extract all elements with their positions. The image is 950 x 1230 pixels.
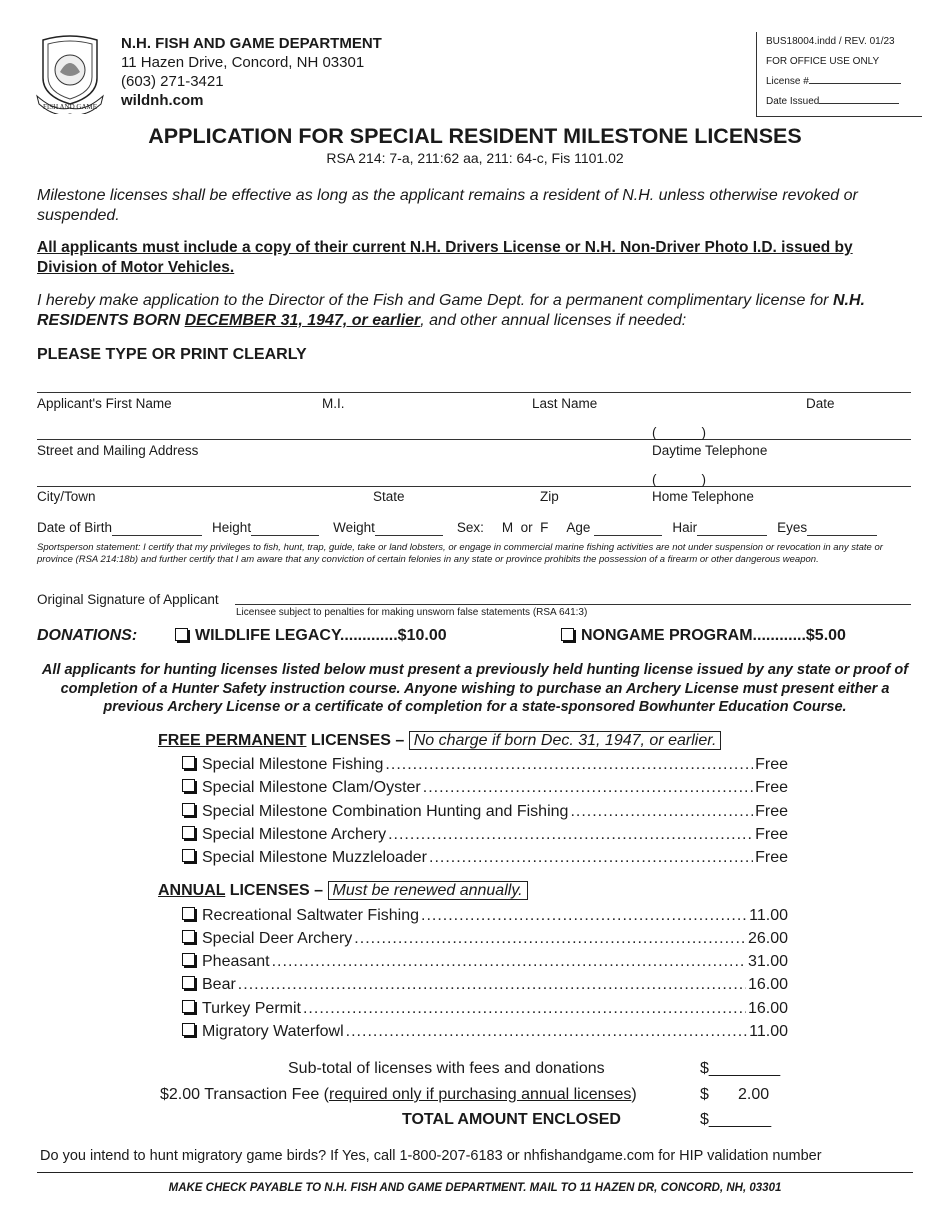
subtotal-field[interactable]: $________ (700, 1060, 781, 1077)
department-name: N.H. FISH AND GAME DEPARTMENT (121, 35, 382, 52)
department-website: wildnh.com (121, 92, 204, 109)
transaction-fee-label: $2.00 Transaction Fee (required only if purchasing annual licenses) (160, 1086, 637, 1103)
free-licenses-note: No charge if born Dec. 31, 1947, or earlier. (409, 731, 722, 750)
checkbox-icon[interactable] (182, 803, 195, 816)
license-option[interactable]: Special Milestone Archery ..... Free (182, 826, 788, 844)
donations-label: DONATIONS: (37, 627, 138, 644)
application-statement: I hereby make application to the Director of the Fish and Game Dept. for a permanent complimentary license for N.H. RESIDENTS BORN DECEMBER 31, 1947, or earlier, and other annual licenses if needed: (37, 292, 865, 329)
license-option[interactable]: Migratory Waterfowl ..... 11.00 (182, 1023, 788, 1041)
state-label: State (373, 489, 405, 504)
license-option[interactable]: Special Milestone Fishing ..... Free (182, 756, 788, 774)
street-label: Street and Mailing Address (37, 443, 199, 458)
id-requirement: All applicants must include a copy of their current N.H. Drivers License or N.H. Non-Driver Photo I.D. issued by Division of Motor Vehicles. (37, 239, 853, 276)
eyes-field[interactable] (807, 520, 877, 536)
license-option[interactable]: Recreational Saltwater Fishing ..... 11.00 (182, 907, 788, 925)
total-field[interactable]: $_______ (700, 1111, 772, 1128)
penalty-note: Licensee subject to penalties for making unsworn false statements (RSA 641:3) (236, 607, 588, 618)
city-label: City/Town (37, 489, 96, 504)
transaction-fee-dollar: $ (700, 1086, 709, 1103)
transaction-fee-value: 2.00 (738, 1086, 770, 1103)
city-line[interactable] (37, 486, 911, 487)
sportsperson-statement: Sportsperson statement: I certify that my privileges to fish, hunt, trap, guide, take or land lobsters, or engage in commercial marine fishing activities are not under suspension or revocation in any state or province (RSA 214:18b) and further certify that I am aware that any conviction of certain felonies in any state or province prohibits the possession of a firearm or other dangerous weapon. (37, 542, 883, 565)
name-line[interactable] (37, 392, 911, 393)
home-area-code: (______) (652, 472, 707, 487)
license-option[interactable]: Special Deer Archery ..... 26.00 (182, 930, 788, 948)
home-phone-label: Home Telephone (652, 489, 754, 504)
height-label: Height (212, 520, 252, 535)
department-info (121, 34, 382, 110)
daytime-area-code: (______) (652, 425, 707, 440)
dob-label: Date of Birth (37, 520, 113, 535)
zip-label: Zip (540, 489, 559, 504)
nongame-program-option[interactable]: NONGAME PROGRAM............$5.00 (561, 627, 846, 645)
form-title: APPLICATION FOR SPECIAL RESIDENT MILESTONE LICENSES (148, 124, 802, 148)
license-option[interactable]: Pheasant ..... 31.00 (182, 953, 788, 971)
weight-label: Weight (333, 520, 375, 535)
department-seal (35, 34, 105, 114)
address-line[interactable] (37, 439, 911, 440)
sex-label: Sex: (456, 520, 484, 535)
checkbox-icon[interactable] (182, 1023, 195, 1036)
hunting-notice: All applicants for hunting licenses listed below must present a previously held hunting license issued by any state or proof of completion of a Hunter Safety instruction course. Anyone wishing to purchase an Archery License must present either a previous Archery License or a certificate of completion for a state-sponsored Bowhunter Education Course. (41, 662, 909, 715)
last-name-label: Last Name (532, 396, 598, 411)
total-label: TOTAL AMOUNT ENCLOSED (402, 1111, 621, 1128)
office-use-label: FOR OFFICE USE ONLY (766, 56, 880, 67)
daytime-phone-label: Daytime Telephone (652, 443, 768, 458)
footer-divider (37, 1172, 913, 1173)
date-label: Date (806, 396, 835, 411)
checkbox-icon[interactable] (182, 930, 195, 943)
sex-options[interactable]: M or F (501, 520, 549, 535)
checkbox-icon[interactable] (182, 849, 195, 862)
first-name-label: Applicant's First Name (37, 396, 172, 411)
form-id: BUS18004.indd / REV. 01/23 (766, 36, 895, 47)
office-use-box (756, 32, 922, 117)
weight-field[interactable] (375, 520, 443, 536)
subtotal-label: Sub-total of licenses with fees and donations (288, 1060, 605, 1077)
effective-statement: Milestone licenses shall be effective as long as the applicant remains a resident of N.H. unless otherwise revoked or suspended. (37, 187, 858, 224)
license-option[interactable]: Special Milestone Clam/Oyster ..... Free (182, 779, 788, 797)
height-field[interactable] (251, 520, 319, 536)
annual-licenses-heading: ANNUAL LICENSES – Must be renewed annually. (158, 882, 528, 900)
checkbox-icon[interactable] (561, 628, 574, 641)
date-issued-field[interactable]: Date Issued (766, 92, 922, 112)
checkbox-icon[interactable] (182, 779, 195, 792)
age-label: Age (566, 520, 591, 535)
eyes-label: Eyes (777, 520, 808, 535)
signature-label: Original Signature of Applicant (37, 592, 219, 607)
license-option[interactable]: Special Milestone Muzzleloader ..... Free (182, 849, 788, 867)
annual-licenses-note: Must be renewed annually. (328, 881, 528, 900)
checkbox-icon[interactable] (182, 756, 195, 769)
wildlife-legacy-option[interactable]: WILDLIFE LEGACY.............$10.00 (175, 627, 447, 645)
form-subtitle: RSA 214: 7-a, 211:62 aa, 211: 64-c, Fis 1101.02 (326, 150, 624, 166)
hair-label: Hair (672, 520, 698, 535)
dob-field[interactable] (112, 520, 202, 536)
footer-instructions: MAKE CHECK PAYABLE TO N.H. FISH AND GAME DEPARTMENT. MAIL TO 11 HAZEN DR, CONCORD, NH, 03301 (168, 1182, 782, 1194)
license-number-field[interactable]: License # (766, 72, 922, 92)
department-address: 11 Hazen Drive, Concord, NH 03301 (121, 54, 365, 71)
print-clearly: PLEASE TYPE OR PRINT CLEARLY (37, 346, 307, 363)
checkbox-icon[interactable] (182, 826, 195, 839)
license-option[interactable]: Special Milestone Combination Hunting and Fishing ..... Free (182, 803, 788, 821)
checkbox-icon[interactable] (182, 1000, 195, 1013)
hair-field[interactable] (697, 520, 767, 536)
license-option[interactable]: Bear ..... 16.00 (182, 976, 788, 994)
svg-text:FISH AND GAME: FISH AND GAME (42, 103, 98, 111)
personal-details-row (37, 520, 877, 536)
department-phone: (603) 271-3421 (121, 73, 224, 90)
mi-label: M.I. (322, 396, 345, 411)
license-option[interactable]: Turkey Permit ..... 16.00 (182, 1000, 788, 1018)
checkbox-icon[interactable] (182, 953, 195, 966)
age-field[interactable] (594, 520, 662, 536)
checkbox-icon[interactable] (182, 907, 195, 920)
checkbox-icon[interactable] (175, 628, 188, 641)
hip-notice: Do you intend to hunt migratory game birds? If Yes, call 1-800-207-6183 or nhfishandgame.com for HIP validation number (40, 1148, 822, 1164)
signature-line[interactable] (235, 604, 911, 605)
checkbox-icon[interactable] (182, 976, 195, 989)
free-licenses-heading: FREE PERMANENT LICENSES – No charge if born Dec. 31, 1947, or earlier. (158, 732, 721, 750)
